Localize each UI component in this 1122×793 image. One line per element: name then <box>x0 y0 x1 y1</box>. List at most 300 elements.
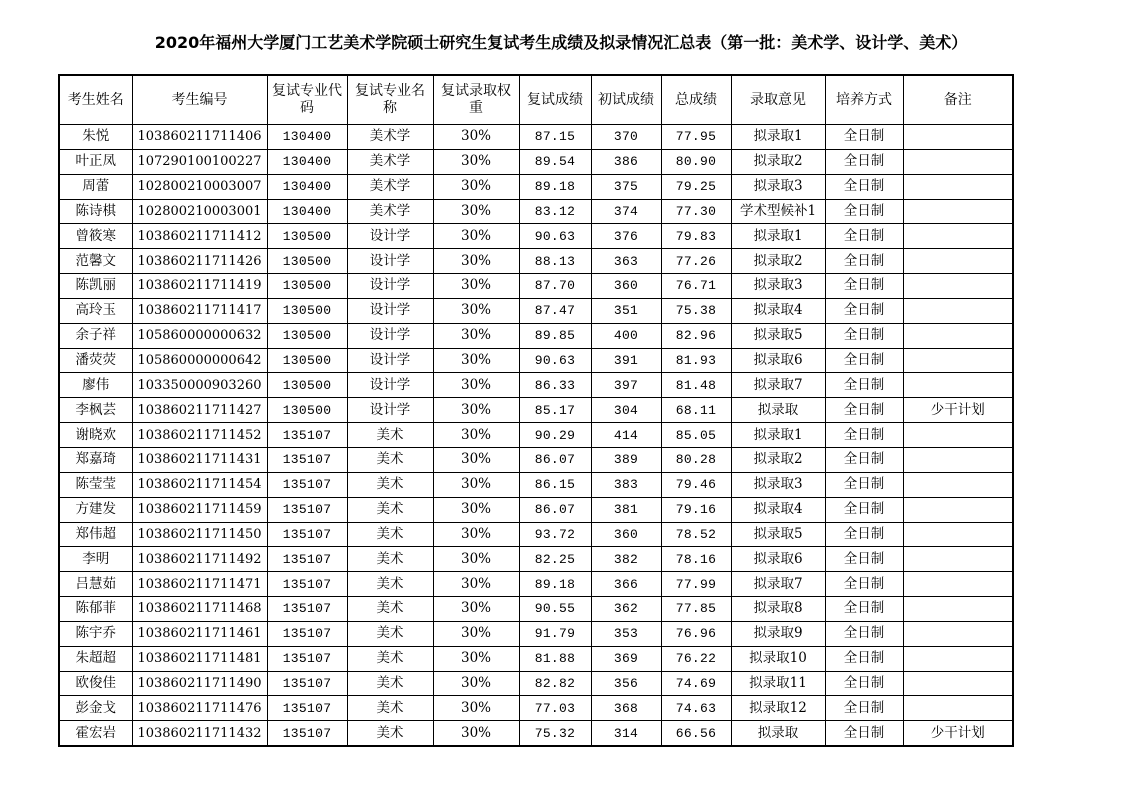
cell-weight: 30% <box>433 621 519 646</box>
table-row <box>59 547 1013 572</box>
cell-remarks <box>903 572 1013 597</box>
cell-initial-score: 360 <box>591 274 661 299</box>
cell-admission-opinion: 拟录取 <box>731 398 825 423</box>
cell-weight: 30% <box>433 323 519 348</box>
cell-retest-score: 89.85 <box>519 323 591 348</box>
cell-remarks <box>903 348 1013 373</box>
cell-retest-score: 87.47 <box>519 298 591 323</box>
cell-study-mode: 全日制 <box>825 572 903 597</box>
cell-name: 方建发 <box>59 497 132 522</box>
cell-initial-score: 370 <box>591 125 661 150</box>
cell-study-mode: 全日制 <box>825 199 903 224</box>
table-row <box>59 447 1013 472</box>
cell-weight: 30% <box>433 671 519 696</box>
table-row <box>59 423 1013 448</box>
cell-remarks: 少干计划 <box>903 398 1013 423</box>
cell-retest-score: 81.88 <box>519 646 591 671</box>
cell-total-score: 76.96 <box>661 621 731 646</box>
cell-weight: 30% <box>433 199 519 224</box>
cell-name: 彭金戈 <box>59 696 132 721</box>
cell-name: 霍宏岩 <box>59 721 132 746</box>
cell-remarks <box>903 323 1013 348</box>
cell-total-score: 81.93 <box>661 348 731 373</box>
cell-total-score: 77.26 <box>661 249 731 274</box>
cell-initial-score: 383 <box>591 472 661 497</box>
cell-exam-id: 103860211711452 <box>132 423 267 448</box>
cell-major-code: 130500 <box>267 398 347 423</box>
cell-major-name: 美术 <box>347 522 433 547</box>
cell-admission-opinion: 拟录取1 <box>731 125 825 150</box>
cell-weight: 30% <box>433 597 519 622</box>
cell-retest-score: 86.07 <box>519 447 591 472</box>
cell-total-score: 75.38 <box>661 298 731 323</box>
cell-major-name: 美术 <box>347 621 433 646</box>
cell-exam-id: 103860211711412 <box>132 224 267 249</box>
cell-major-code: 135107 <box>267 696 347 721</box>
cell-admission-opinion: 拟录取 <box>731 721 825 746</box>
cell-weight: 30% <box>433 423 519 448</box>
cell-study-mode: 全日制 <box>825 497 903 522</box>
cell-name: 余子祥 <box>59 323 132 348</box>
cell-study-mode: 全日制 <box>825 547 903 572</box>
cell-remarks <box>903 199 1013 224</box>
cell-major-name: 设计学 <box>347 298 433 323</box>
cell-exam-id: 103860211711468 <box>132 597 267 622</box>
cell-weight: 30% <box>433 348 519 373</box>
table-body <box>59 125 1013 747</box>
cell-name: 陈郁菲 <box>59 597 132 622</box>
cell-study-mode: 全日制 <box>825 149 903 174</box>
cell-major-code: 135107 <box>267 547 347 572</box>
cell-major-name: 美术 <box>347 572 433 597</box>
cell-initial-score: 382 <box>591 547 661 572</box>
cell-retest-score: 90.29 <box>519 423 591 448</box>
cell-weight: 30% <box>433 522 519 547</box>
table-row <box>59 298 1013 323</box>
cell-name: 陈宇乔 <box>59 621 132 646</box>
cell-admission-opinion: 拟录取2 <box>731 249 825 274</box>
cell-major-name: 设计学 <box>347 224 433 249</box>
cell-retest-score: 87.15 <box>519 125 591 150</box>
cell-weight: 30% <box>433 497 519 522</box>
cell-admission-opinion: 拟录取2 <box>731 447 825 472</box>
cell-admission-opinion: 拟录取3 <box>731 274 825 299</box>
cell-admission-opinion: 拟录取6 <box>731 348 825 373</box>
cell-remarks <box>903 646 1013 671</box>
cell-study-mode: 全日制 <box>825 398 903 423</box>
cell-name: 陈莹莹 <box>59 472 132 497</box>
cell-name: 潘荧荧 <box>59 348 132 373</box>
cell-name: 周蕾 <box>59 174 132 199</box>
cell-exam-id: 103860211711419 <box>132 274 267 299</box>
cell-major-name: 美术 <box>347 423 433 448</box>
cell-study-mode: 全日制 <box>825 249 903 274</box>
cell-major-code: 135107 <box>267 671 347 696</box>
column-header-major-code: 复试专业代码 <box>267 75 347 125</box>
cell-weight: 30% <box>433 224 519 249</box>
cell-total-score: 77.95 <box>661 125 731 150</box>
cell-study-mode: 全日制 <box>825 696 903 721</box>
cell-remarks <box>903 298 1013 323</box>
cell-weight: 30% <box>433 572 519 597</box>
cell-initial-score: 376 <box>591 224 661 249</box>
cell-major-name: 美术 <box>347 547 433 572</box>
cell-admission-opinion: 拟录取11 <box>731 671 825 696</box>
cell-study-mode: 全日制 <box>825 621 903 646</box>
cell-remarks <box>903 224 1013 249</box>
cell-admission-opinion: 拟录取5 <box>731 522 825 547</box>
cell-admission-opinion: 拟录取9 <box>731 621 825 646</box>
cell-remarks <box>903 547 1013 572</box>
cell-exam-id: 103860211711461 <box>132 621 267 646</box>
table-row <box>59 597 1013 622</box>
cell-remarks <box>903 621 1013 646</box>
cell-retest-score: 86.33 <box>519 373 591 398</box>
cell-weight: 30% <box>433 721 519 746</box>
cell-major-code: 130400 <box>267 174 347 199</box>
cell-initial-score: 360 <box>591 522 661 547</box>
table-row <box>59 199 1013 224</box>
table-row <box>59 323 1013 348</box>
cell-exam-id: 103860211711431 <box>132 447 267 472</box>
cell-total-score: 77.30 <box>661 199 731 224</box>
cell-retest-score: 89.54 <box>519 149 591 174</box>
cell-remarks <box>903 249 1013 274</box>
cell-initial-score: 304 <box>591 398 661 423</box>
cell-remarks <box>903 497 1013 522</box>
cell-study-mode: 全日制 <box>825 447 903 472</box>
cell-major-name: 设计学 <box>347 373 433 398</box>
cell-initial-score: 374 <box>591 199 661 224</box>
cell-exam-id: 103860211711492 <box>132 547 267 572</box>
cell-remarks <box>903 149 1013 174</box>
cell-major-code: 130400 <box>267 199 347 224</box>
cell-major-name: 美术学 <box>347 149 433 174</box>
cell-name: 朱悦 <box>59 125 132 150</box>
column-header-weight: 复试录取权重 <box>433 75 519 125</box>
cell-name: 欧俊佳 <box>59 671 132 696</box>
cell-initial-score: 369 <box>591 646 661 671</box>
cell-initial-score: 351 <box>591 298 661 323</box>
cell-study-mode: 全日制 <box>825 274 903 299</box>
table-row <box>59 646 1013 671</box>
cell-admission-opinion: 拟录取10 <box>731 646 825 671</box>
table-row <box>59 398 1013 423</box>
cell-exam-id: 103860211711406 <box>132 125 267 150</box>
cell-major-code: 135107 <box>267 721 347 746</box>
cell-total-score: 78.16 <box>661 547 731 572</box>
cell-retest-score: 87.70 <box>519 274 591 299</box>
cell-remarks <box>903 671 1013 696</box>
cell-study-mode: 全日制 <box>825 671 903 696</box>
cell-total-score: 77.99 <box>661 572 731 597</box>
table-row <box>59 373 1013 398</box>
cell-weight: 30% <box>433 398 519 423</box>
cell-weight: 30% <box>433 249 519 274</box>
table-row <box>59 696 1013 721</box>
cell-admission-opinion: 拟录取7 <box>731 572 825 597</box>
cell-major-name: 美术学 <box>347 199 433 224</box>
column-header-exam-id: 考生编号 <box>132 75 267 125</box>
cell-admission-opinion: 拟录取6 <box>731 547 825 572</box>
cell-remarks <box>903 472 1013 497</box>
cell-exam-id: 103860211711490 <box>132 671 267 696</box>
cell-admission-opinion: 拟录取1 <box>731 224 825 249</box>
cell-retest-score: 82.82 <box>519 671 591 696</box>
cell-name: 陈凯丽 <box>59 274 132 299</box>
cell-study-mode: 全日制 <box>825 323 903 348</box>
cell-total-score: 68.11 <box>661 398 731 423</box>
cell-major-name: 美术 <box>347 646 433 671</box>
column-header-name: 考生姓名 <box>59 75 132 125</box>
cell-total-score: 80.90 <box>661 149 731 174</box>
cell-initial-score: 414 <box>591 423 661 448</box>
cell-total-score: 78.52 <box>661 522 731 547</box>
cell-major-name: 设计学 <box>347 274 433 299</box>
cell-retest-score: 88.13 <box>519 249 591 274</box>
cell-study-mode: 全日制 <box>825 721 903 746</box>
cell-weight: 30% <box>433 125 519 150</box>
cell-retest-score: 82.25 <box>519 547 591 572</box>
cell-remarks <box>903 174 1013 199</box>
cell-total-score: 82.96 <box>661 323 731 348</box>
cell-total-score: 66.56 <box>661 721 731 746</box>
cell-name: 廖伟 <box>59 373 132 398</box>
cell-remarks <box>903 125 1013 150</box>
cell-name: 郑嘉琦 <box>59 447 132 472</box>
cell-admission-opinion: 学术型候补1 <box>731 199 825 224</box>
cell-major-code: 135107 <box>267 447 347 472</box>
cell-retest-score: 86.07 <box>519 497 591 522</box>
cell-study-mode: 全日制 <box>825 298 903 323</box>
cell-admission-opinion: 拟录取7 <box>731 373 825 398</box>
cell-remarks <box>903 423 1013 448</box>
cell-major-code: 135107 <box>267 522 347 547</box>
cell-weight: 30% <box>433 447 519 472</box>
cell-study-mode: 全日制 <box>825 373 903 398</box>
table-row <box>59 721 1013 746</box>
cell-major-name: 美术 <box>347 671 433 696</box>
cell-study-mode: 全日制 <box>825 174 903 199</box>
cell-initial-score: 368 <box>591 696 661 721</box>
column-header-initial-score: 初试成绩 <box>591 75 661 125</box>
table-row <box>59 125 1013 150</box>
cell-major-code: 135107 <box>267 423 347 448</box>
cell-major-code: 135107 <box>267 472 347 497</box>
cell-name: 谢晓欢 <box>59 423 132 448</box>
cell-weight: 30% <box>433 646 519 671</box>
cell-exam-id: 103860211711450 <box>132 522 267 547</box>
cell-major-code: 130500 <box>267 348 347 373</box>
cell-major-code: 135107 <box>267 572 347 597</box>
cell-weight: 30% <box>433 149 519 174</box>
cell-exam-id: 105860000000632 <box>132 323 267 348</box>
cell-weight: 30% <box>433 174 519 199</box>
cell-initial-score: 397 <box>591 373 661 398</box>
cell-remarks <box>903 522 1013 547</box>
cell-major-name: 美术 <box>347 447 433 472</box>
cell-admission-opinion: 拟录取4 <box>731 497 825 522</box>
column-header-remarks: 备注 <box>903 75 1013 125</box>
cell-retest-score: 90.55 <box>519 597 591 622</box>
cell-total-score: 77.85 <box>661 597 731 622</box>
cell-major-name: 设计学 <box>347 398 433 423</box>
cell-major-code: 130500 <box>267 323 347 348</box>
cell-retest-score: 83.12 <box>519 199 591 224</box>
table-row <box>59 621 1013 646</box>
cell-exam-id: 103860211711417 <box>132 298 267 323</box>
cell-weight: 30% <box>433 298 519 323</box>
cell-weight: 30% <box>433 472 519 497</box>
table-row <box>59 572 1013 597</box>
cell-exam-id: 103860211711432 <box>132 721 267 746</box>
cell-exam-id: 103860211711426 <box>132 249 267 274</box>
cell-study-mode: 全日制 <box>825 125 903 150</box>
cell-initial-score: 381 <box>591 497 661 522</box>
column-header-total-score: 总成绩 <box>661 75 731 125</box>
cell-total-score: 74.63 <box>661 696 731 721</box>
cell-major-name: 美术 <box>347 597 433 622</box>
cell-name: 李枫芸 <box>59 398 132 423</box>
cell-name: 陈诗棋 <box>59 199 132 224</box>
cell-study-mode: 全日制 <box>825 423 903 448</box>
cell-major-code: 130400 <box>267 149 347 174</box>
cell-retest-score: 90.63 <box>519 224 591 249</box>
cell-remarks <box>903 597 1013 622</box>
cell-major-name: 美术 <box>347 696 433 721</box>
cell-retest-score: 77.03 <box>519 696 591 721</box>
cell-initial-score: 400 <box>591 323 661 348</box>
cell-initial-score: 353 <box>591 621 661 646</box>
cell-remarks <box>903 696 1013 721</box>
cell-remarks <box>903 447 1013 472</box>
cell-admission-opinion: 拟录取4 <box>731 298 825 323</box>
cell-initial-score: 363 <box>591 249 661 274</box>
cell-retest-score: 85.17 <box>519 398 591 423</box>
cell-major-code: 135107 <box>267 497 347 522</box>
cell-study-mode: 全日制 <box>825 224 903 249</box>
table-row <box>59 149 1013 174</box>
cell-total-score: 79.16 <box>661 497 731 522</box>
cell-major-code: 135107 <box>267 646 347 671</box>
cell-study-mode: 全日制 <box>825 597 903 622</box>
cell-weight: 30% <box>433 547 519 572</box>
cell-remarks <box>903 373 1013 398</box>
column-header-admission-opinion: 录取意见 <box>731 75 825 125</box>
cell-name: 范馨文 <box>59 249 132 274</box>
column-header-study-mode: 培养方式 <box>825 75 903 125</box>
cell-total-score: 79.83 <box>661 224 731 249</box>
cell-exam-id: 107290100100227 <box>132 149 267 174</box>
cell-retest-score: 89.18 <box>519 174 591 199</box>
cell-weight: 30% <box>433 274 519 299</box>
cell-admission-opinion: 拟录取1 <box>731 423 825 448</box>
cell-name: 叶正凤 <box>59 149 132 174</box>
column-header-major-name: 复试专业名称 <box>347 75 433 125</box>
cell-admission-opinion: 拟录取2 <box>731 149 825 174</box>
cell-retest-score: 86.15 <box>519 472 591 497</box>
cell-major-code: 130500 <box>267 224 347 249</box>
cell-major-name: 美术 <box>347 497 433 522</box>
cell-major-name: 美术 <box>347 472 433 497</box>
cell-name: 曾筱寒 <box>59 224 132 249</box>
cell-exam-id: 103860211711459 <box>132 497 267 522</box>
cell-name: 高玲玉 <box>59 298 132 323</box>
cell-admission-opinion: 拟录取3 <box>731 174 825 199</box>
cell-exam-id: 103860211711476 <box>132 696 267 721</box>
cell-initial-score: 375 <box>591 174 661 199</box>
cell-initial-score: 386 <box>591 149 661 174</box>
table-row <box>59 348 1013 373</box>
cell-major-code: 135107 <box>267 597 347 622</box>
cell-exam-id: 103860211711454 <box>132 472 267 497</box>
cell-major-name: 美术学 <box>347 125 433 150</box>
table-row <box>59 274 1013 299</box>
cell-total-score: 76.22 <box>661 646 731 671</box>
cell-major-code: 130400 <box>267 125 347 150</box>
cell-admission-opinion: 拟录取12 <box>731 696 825 721</box>
cell-major-name: 美术学 <box>347 174 433 199</box>
table-row <box>59 224 1013 249</box>
cell-total-score: 79.25 <box>661 174 731 199</box>
cell-name: 李明 <box>59 547 132 572</box>
cell-exam-id: 103860211711471 <box>132 572 267 597</box>
cell-major-code: 135107 <box>267 621 347 646</box>
header-row <box>59 75 1013 125</box>
cell-study-mode: 全日制 <box>825 348 903 373</box>
cell-weight: 30% <box>433 696 519 721</box>
cell-initial-score: 366 <box>591 572 661 597</box>
table-row <box>59 497 1013 522</box>
cell-major-code: 130500 <box>267 249 347 274</box>
cell-major-code: 130500 <box>267 274 347 299</box>
cell-retest-score: 90.63 <box>519 348 591 373</box>
cell-name: 郑伟超 <box>59 522 132 547</box>
cell-total-score: 74.69 <box>661 671 731 696</box>
cell-major-code: 130500 <box>267 298 347 323</box>
cell-total-score: 80.28 <box>661 447 731 472</box>
cell-admission-opinion: 拟录取8 <box>731 597 825 622</box>
cell-retest-score: 91.79 <box>519 621 591 646</box>
cell-initial-score: 356 <box>591 671 661 696</box>
cell-total-score: 76.71 <box>661 274 731 299</box>
cell-major-name: 设计学 <box>347 323 433 348</box>
cell-exam-id: 102800210003007 <box>132 174 267 199</box>
cell-weight: 30% <box>433 373 519 398</box>
cell-retest-score: 75.32 <box>519 721 591 746</box>
cell-total-score: 81.48 <box>661 373 731 398</box>
cell-total-score: 85.05 <box>661 423 731 448</box>
score-table <box>58 74 1014 747</box>
cell-remarks <box>903 274 1013 299</box>
table-row <box>59 671 1013 696</box>
cell-initial-score: 389 <box>591 447 661 472</box>
cell-study-mode: 全日制 <box>825 522 903 547</box>
cell-name: 朱超超 <box>59 646 132 671</box>
page-title: 2020年福州大学厦门工艺美术学院硕士研究生复试考生成绩及拟录情况汇总表（第一批：美术学、设计学、美术） <box>154 33 968 52</box>
cell-total-score: 79.46 <box>661 472 731 497</box>
cell-exam-id: 102800210003001 <box>132 199 267 224</box>
table-row <box>59 174 1013 199</box>
cell-retest-score: 93.72 <box>519 522 591 547</box>
cell-admission-opinion: 拟录取3 <box>731 472 825 497</box>
cell-study-mode: 全日制 <box>825 472 903 497</box>
cell-study-mode: 全日制 <box>825 646 903 671</box>
column-header-retest-score: 复试成绩 <box>519 75 591 125</box>
cell-major-name: 设计学 <box>347 348 433 373</box>
cell-exam-id: 103860211711427 <box>132 398 267 423</box>
cell-retest-score: 89.18 <box>519 572 591 597</box>
